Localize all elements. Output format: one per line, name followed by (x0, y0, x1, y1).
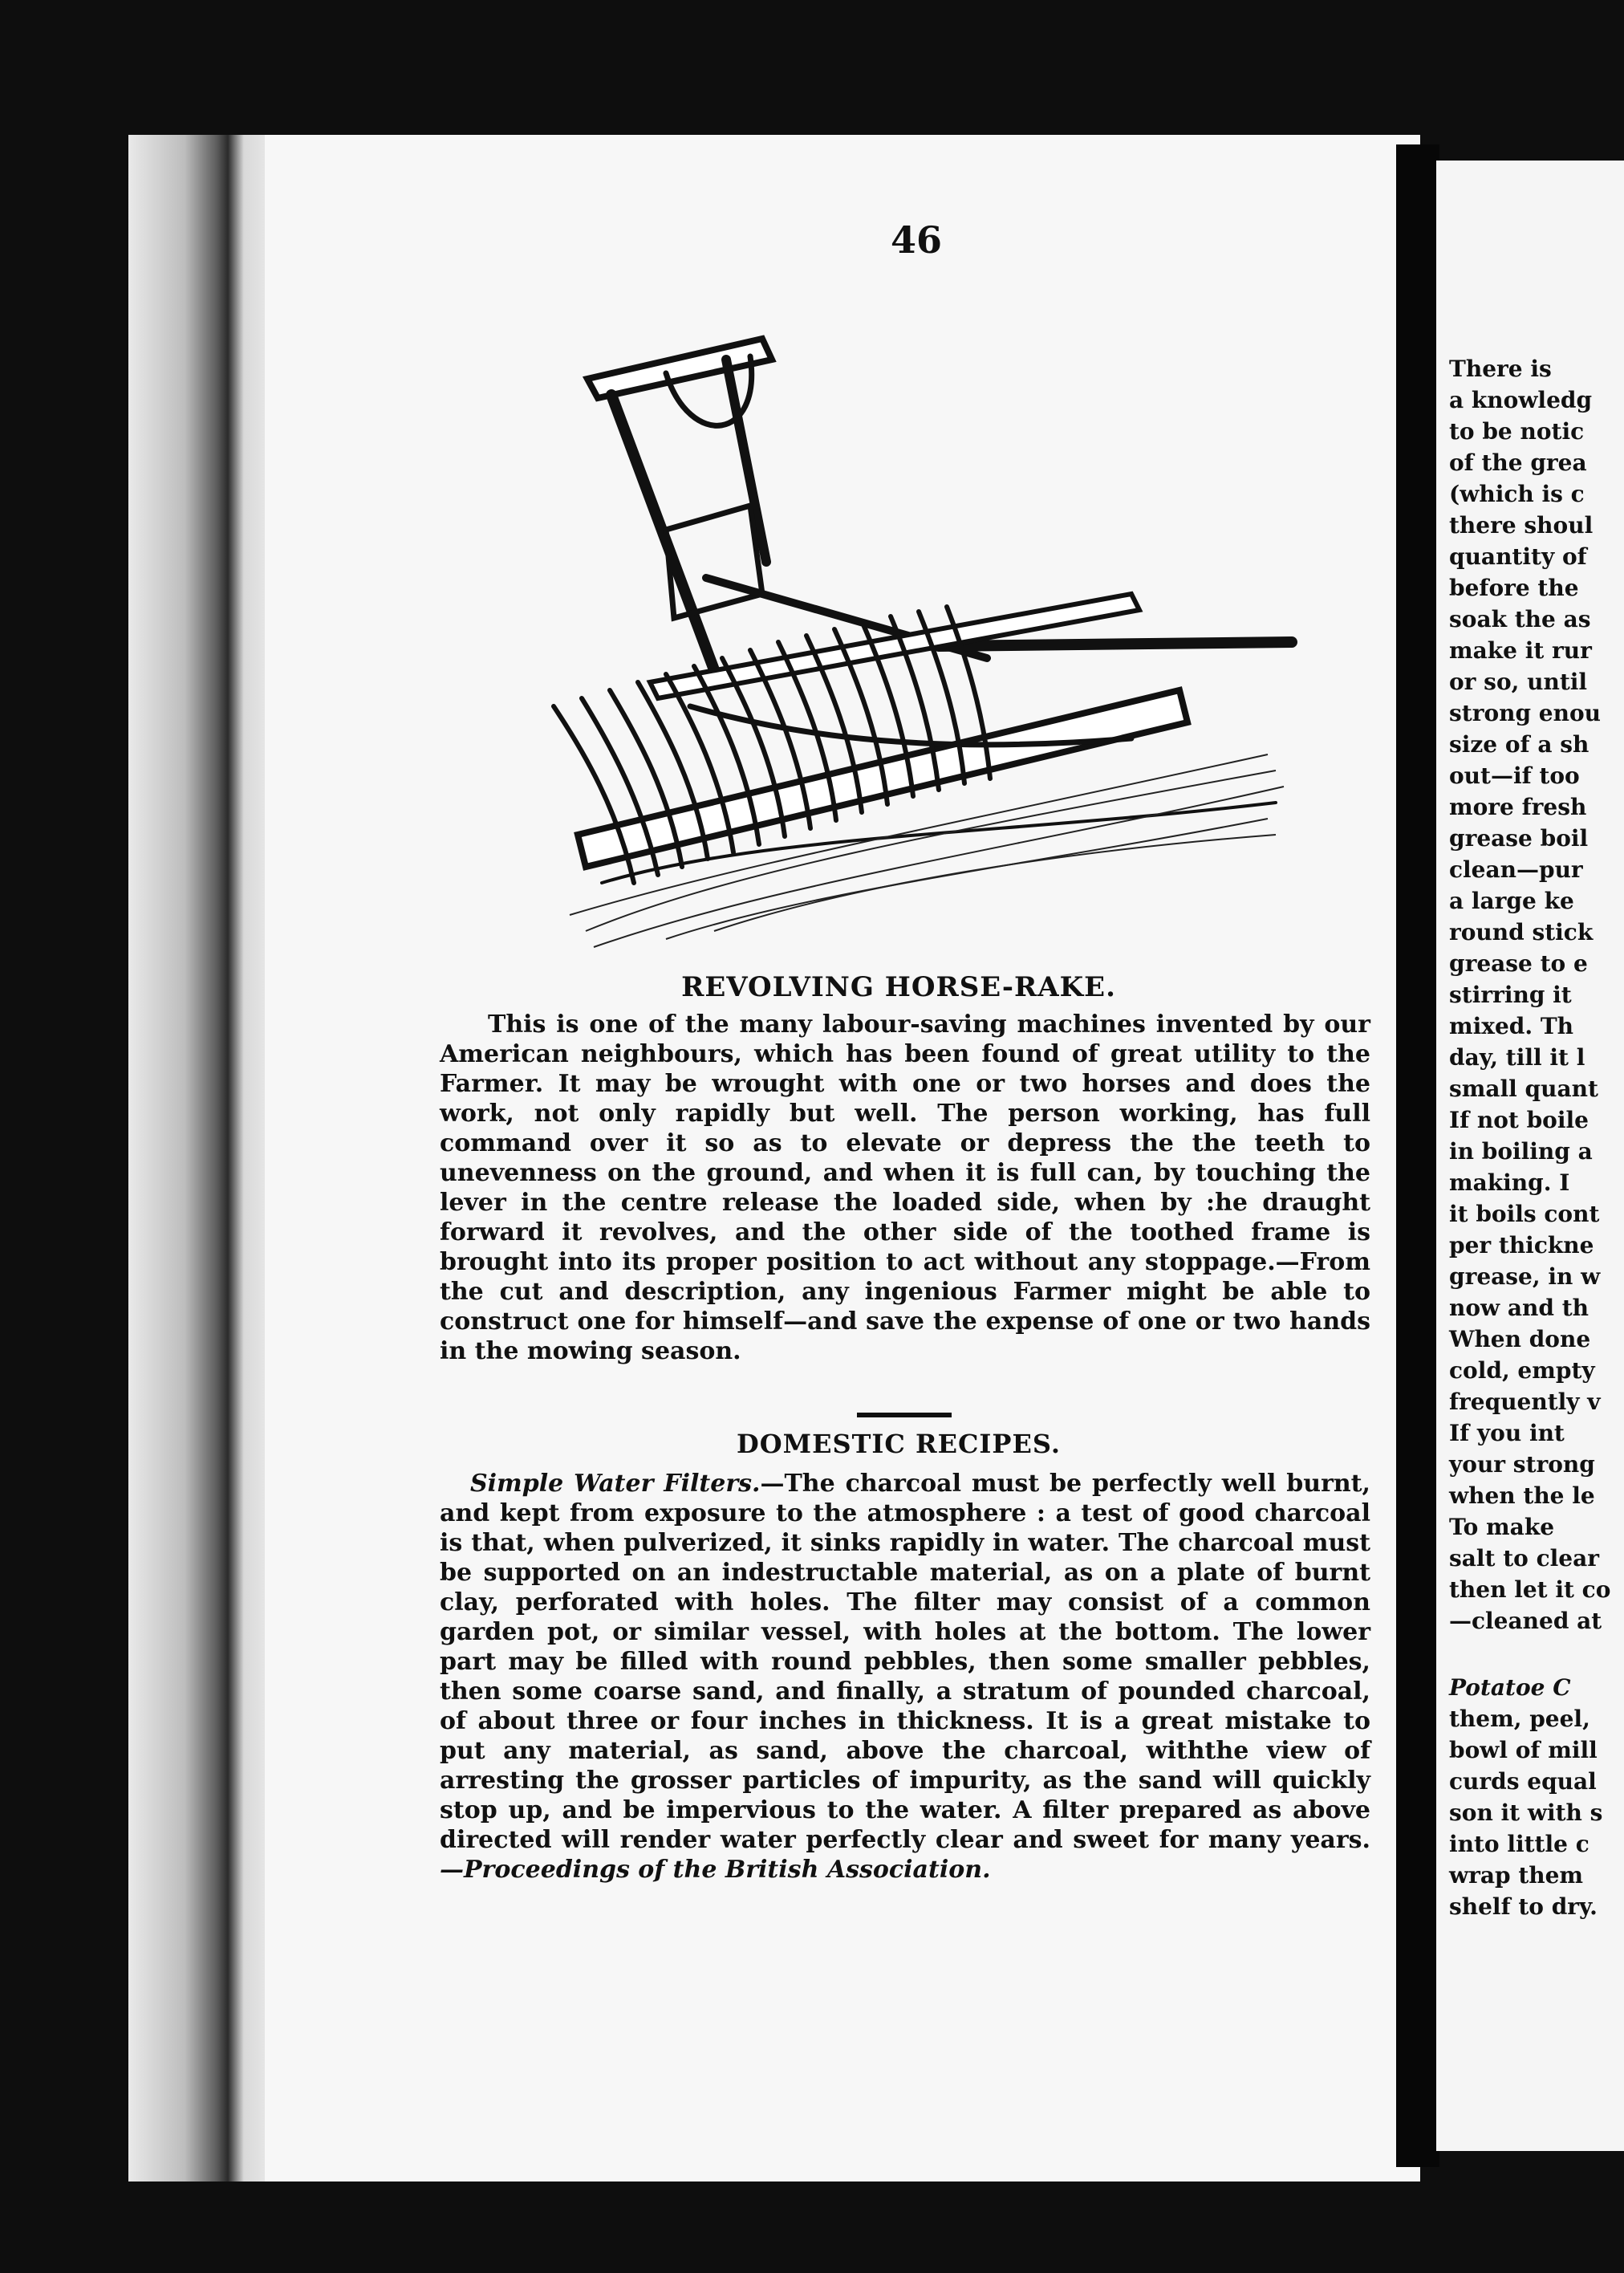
line: clean—pur (1449, 856, 1583, 883)
line: If you int (1449, 1420, 1565, 1446)
line: cold, empty (1449, 1357, 1595, 1384)
line: bowl of mill (1449, 1737, 1598, 1763)
recipe-source: —Proceedings of the British Association. (440, 1856, 991, 1884)
line: curds equal (1449, 1768, 1597, 1795)
line: son it with s (1449, 1799, 1603, 1826)
article-title: REVOLVING HORSE-RAKE. (681, 971, 1116, 1003)
line: there shoul (1449, 512, 1594, 539)
line: now and th (1449, 1295, 1589, 1321)
line: When done (1449, 1326, 1591, 1352)
line: out—if too (1449, 762, 1580, 789)
line: or so, until (1449, 669, 1588, 695)
line: size of a sh (1449, 731, 1589, 758)
line: then let it co (1449, 1576, 1611, 1603)
line: Potatoe C (1449, 1674, 1571, 1701)
line: If not boile (1449, 1107, 1589, 1133)
next-page-column (1449, 353, 1624, 1922)
line: round stick (1449, 919, 1594, 945)
line: (which is c (1449, 481, 1585, 507)
line: salt to clear (1449, 1545, 1599, 1572)
line: —cleaned at (1449, 1608, 1602, 1634)
line: strong enou (1449, 700, 1602, 726)
line: of the grea (1449, 449, 1587, 476)
line: To make (1449, 1514, 1555, 1540)
line: grease to e (1449, 950, 1588, 977)
page-gutter (1396, 144, 1439, 2167)
line: frequently v (1449, 1389, 1601, 1415)
line: small quant (1449, 1076, 1598, 1102)
line: before the (1449, 575, 1579, 601)
recipes-paragraph (440, 1469, 1370, 1885)
line: it boils cont (1449, 1201, 1600, 1227)
line: to be notic (1449, 418, 1585, 445)
line: day, till it l (1449, 1044, 1585, 1071)
recipes-title: DOMESTIC RECIPES. (737, 1429, 1061, 1459)
line: when the le (1449, 1482, 1595, 1509)
line: shelf to dry. (1449, 1893, 1598, 1920)
spacer (1449, 1637, 1624, 1672)
line: in boiling a (1449, 1138, 1593, 1165)
line: more fresh (1449, 794, 1587, 820)
line: make it rur (1449, 637, 1592, 664)
horse-rake-engraving (522, 321, 1324, 963)
line: per thickne (1449, 1232, 1594, 1258)
recipe-body: —The charcoal must be perfectly well burnt, and kept from exposure to the atmosphere : a test of good charcoal is that, when pulverized, it sinks rapidly in water. The charcoal must be supported on an indestructable material, as on a plate of burnt clay, perforated with holes. The filter may consist of a common garden pot, or similar vessel, with holes at the bottom. The lower part may be filled with round pebbles, then some smaller pebbles, then some coarse sand, and finally, a stratum of pounded charcoal, of about three or four inches in thickness. It is a great mistake to put any material, as sand, above the charcoal, withthe view of arresting the grosser particles of impurity, as the sand will quickly stop up, and be impervious to the water. A filter prepared as above directed will render water perfectly clear and sweet for many years. (440, 1470, 1370, 1854)
recipe-lead: Simple Water Filters. (470, 1470, 761, 1498)
line: grease boil (1449, 825, 1589, 852)
line: into little c (1449, 1831, 1589, 1857)
line: a large ke (1449, 888, 1574, 914)
section-divider (857, 1413, 952, 1417)
page-number: 46 (891, 218, 943, 262)
line: grease, in w (1449, 1263, 1601, 1290)
line: them, peel, (1449, 1706, 1590, 1732)
line: your strong (1449, 1451, 1595, 1478)
line: stirring it (1449, 982, 1572, 1008)
line: mixed. Th (1449, 1013, 1574, 1039)
article-paragraph: This is one of the many labour-saving machines invented by our American neighbours, which has been found of great utility to the Farmer. It may be wrought with one or two horses and does the work, not only rapidly but well. The person working, has full command over it so as to elevate or depress the the teeth to unevenness on the ground, and when it is full can, by touching the lever in the centre release the loaded side, when by :he draught forward it revolves, and the other side of the toothed frame is brought into its proper position to act without any stoppage.—From the cut and description, any ingenious Farmer might be able to construct one for himself—and save the expense of one or two hands in the mowing season. (440, 1010, 1370, 1365)
line: quantity of (1449, 543, 1587, 570)
line: making. I (1449, 1169, 1570, 1196)
line: wrap them (1449, 1862, 1584, 1889)
line: a knowledg (1449, 387, 1593, 413)
line: soak the as (1449, 606, 1591, 632)
line: There is (1449, 356, 1552, 382)
